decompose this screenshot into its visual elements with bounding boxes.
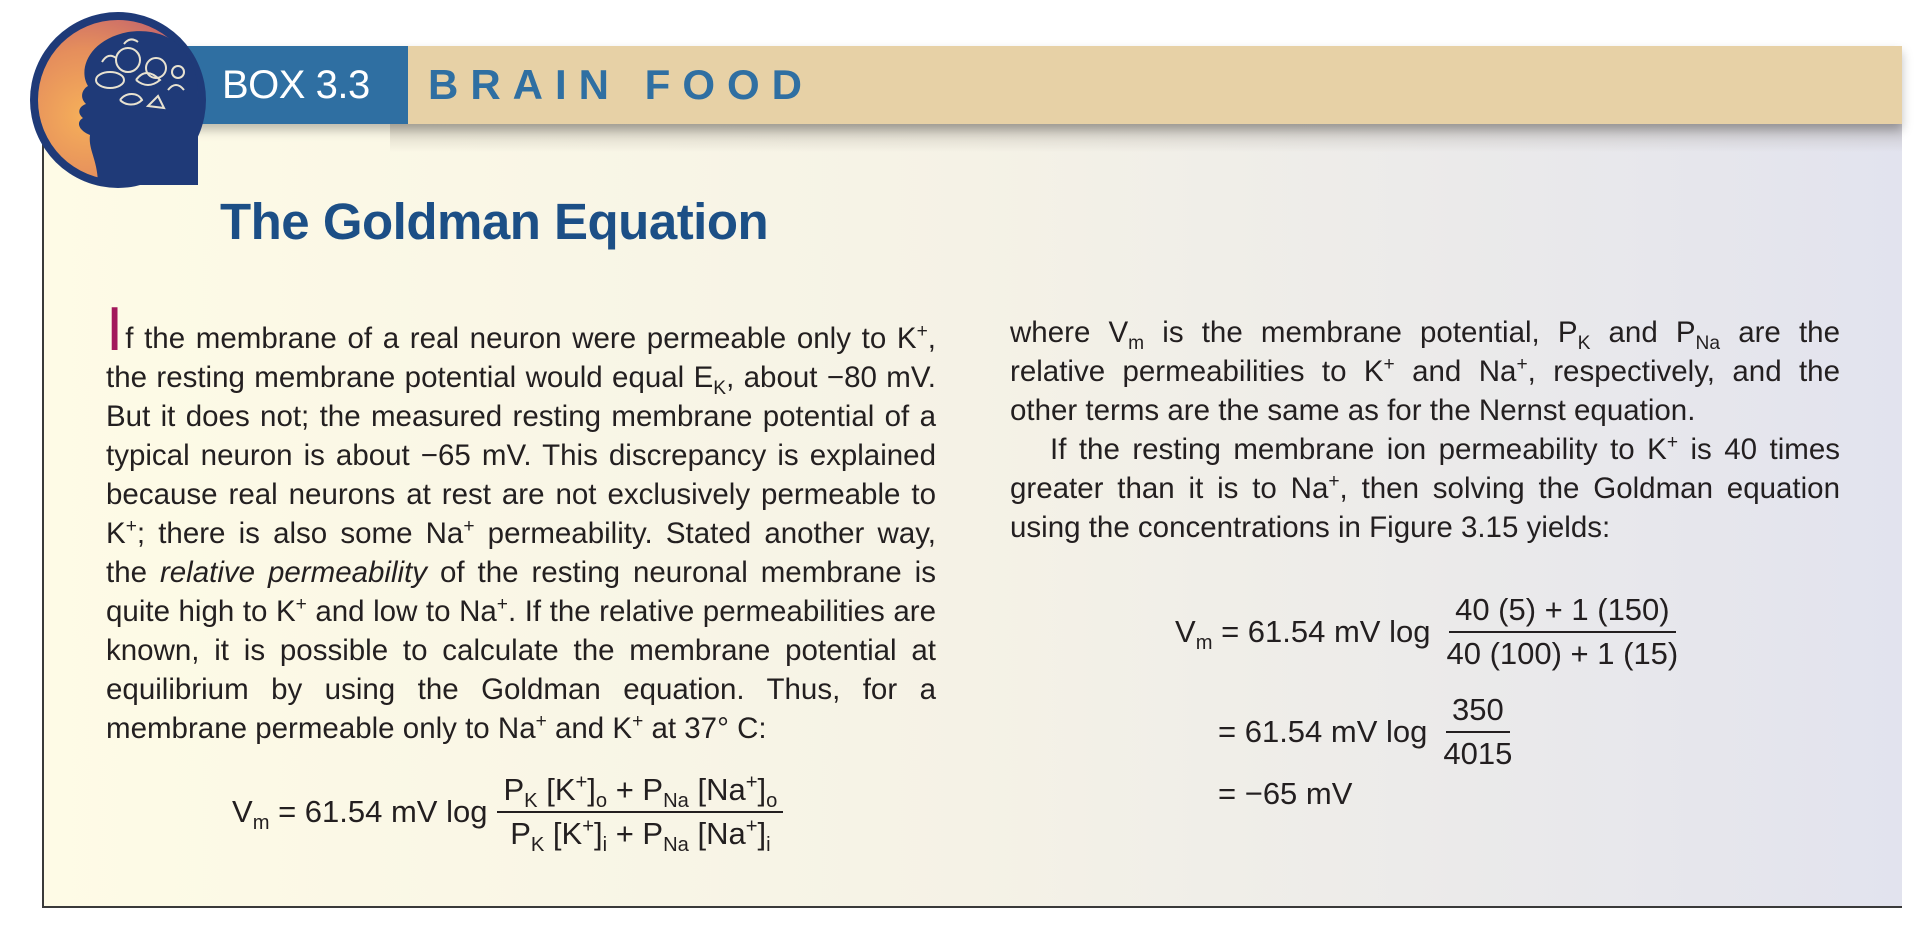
inside-subscript: i (602, 834, 608, 857)
superscript-plus: + (1383, 354, 1395, 376)
italic-term: relative permeability (159, 556, 428, 589)
fraction-numerator (497, 772, 783, 813)
page-title: The Goldman Equation (220, 193, 769, 250)
text-run: is 40 times greater than it is to Na (1010, 433, 1840, 505)
text-run: , the resting membrane potential would equal E (106, 322, 936, 394)
superscript-plus: + (916, 321, 928, 343)
k-subscript: K (1577, 332, 1591, 354)
k-subscript: K (530, 834, 545, 857)
text-run: and Na (1394, 355, 1517, 388)
k-concentration: [K (537, 772, 576, 807)
bracket: ] (587, 772, 596, 807)
drop-cap: I (106, 295, 124, 364)
solution-paragraph (1010, 430, 1840, 547)
v-symbol: V (1175, 614, 1196, 649)
text-run: , about −80 mV. But it does not; the measured resting membrane potential of a typical neuron is about −65 mV. This discrepancy is explained because real neurons at rest are not exclusively permeable to K (106, 361, 937, 550)
fraction-denominator: 4015 (1443, 736, 1513, 771)
text-run: where V (1010, 316, 1129, 349)
goldman-fraction (497, 771, 783, 857)
na-subscript: Na (663, 834, 689, 857)
text-run: ; there is also some Na (136, 517, 464, 550)
superscript-plus: + (535, 711, 547, 733)
bracket: ] (757, 816, 767, 851)
solution-line-1 (1175, 592, 1684, 672)
equation-prefix: = 61.54 mV log (1212, 614, 1431, 649)
k-concentration: [K (544, 816, 583, 851)
fraction-denominator: 40 (100) + 1 (15) (1446, 636, 1679, 671)
fraction-numerator: 350 (1446, 692, 1510, 733)
m-subscript: m (1195, 632, 1213, 655)
m-subscript: m (252, 812, 270, 835)
left-column (106, 295, 937, 748)
equation-prefix: = 61.54 mV log (1218, 714, 1428, 749)
plus-p: + P (607, 816, 664, 851)
text-run: are the relative permeabilities to K (1010, 316, 1840, 388)
superscript-plus: + (632, 711, 644, 733)
outside-subscript: o (766, 790, 778, 813)
na-concentration: [Na (688, 816, 746, 851)
box-label: BOX 3.3 (160, 46, 408, 124)
text-run: f the membrane of a real neuron were permeable only to K (125, 322, 917, 355)
text-run: permeability. Stated another way, the (106, 517, 936, 589)
plus-p: + P (607, 772, 664, 807)
text-run: is the membrane potential, P (1144, 316, 1578, 349)
intro-paragraph (106, 295, 937, 748)
text-run: and low to Na (306, 595, 497, 628)
superscript-plus: + (1516, 354, 1528, 376)
p-symbol: P (503, 772, 525, 807)
superscript-plus: + (745, 771, 758, 794)
v-symbol: V (232, 794, 253, 829)
fraction-denominator (504, 813, 776, 857)
solution-fraction-1 (1440, 592, 1684, 672)
superscript-plus: + (1666, 432, 1679, 454)
superscript-plus: + (582, 815, 594, 838)
goldman-equation (232, 771, 783, 857)
header-band (160, 46, 1902, 124)
superscript-plus: + (463, 516, 475, 538)
right-column (1010, 313, 1840, 547)
superscript-plus: + (745, 815, 758, 838)
na-subscript: Na (663, 790, 689, 813)
text-run: and P (1590, 316, 1696, 349)
text-run: and K (546, 712, 633, 745)
fraction-numerator: 40 (5) + 1 (150) (1449, 592, 1676, 633)
bracket: ] (593, 816, 603, 851)
bracket: ] (757, 772, 767, 807)
equation-lhs (1175, 614, 1213, 655)
outside-subscript: o (595, 790, 608, 813)
section-label: BRAIN FOOD (428, 61, 814, 108)
text-run: , then solving the Goldman equation using the concentrations in Figure 3.15 yields: (1010, 472, 1840, 544)
text-run: , respectively, and the other terms are the same as for the Nernst equation. (1010, 355, 1840, 427)
inside-subscript: i (766, 834, 771, 857)
superscript-plus: + (575, 771, 588, 794)
superscript-plus: + (1328, 471, 1340, 493)
equation-prefix: = 61.54 mV log (269, 794, 488, 829)
text-run: at 37° C: (643, 712, 767, 745)
subscript-k: K (713, 377, 727, 399)
definition-paragraph (1010, 313, 1840, 430)
na-concentration: [Na (688, 772, 746, 807)
superscript-plus: + (496, 594, 508, 616)
solution-line-3: = −65 mV (1218, 776, 1353, 811)
superscript-plus: + (295, 594, 307, 616)
k-subscript: K (524, 790, 538, 813)
head-with-food-icon (28, 10, 208, 190)
superscript-plus: + (125, 516, 137, 538)
m-subscript: m (1128, 332, 1145, 354)
p-symbol: P (510, 816, 531, 851)
solution-line-2 (1218, 692, 1518, 772)
text-run: If the resting membrane ion permeability to K (1050, 433, 1667, 466)
text-run: of the resting neuronal membrane is quite high to K (106, 556, 936, 628)
equation-lhs (232, 794, 270, 835)
solution-fraction-2 (1437, 692, 1518, 772)
na-subscript: Na (1695, 332, 1721, 354)
text-run: . If the relative permeabilities are known, it is possible to calculate the membrane potential at equilibrium by using the Goldman equation. Thus, for a membrane permeable only to Na (106, 595, 936, 745)
